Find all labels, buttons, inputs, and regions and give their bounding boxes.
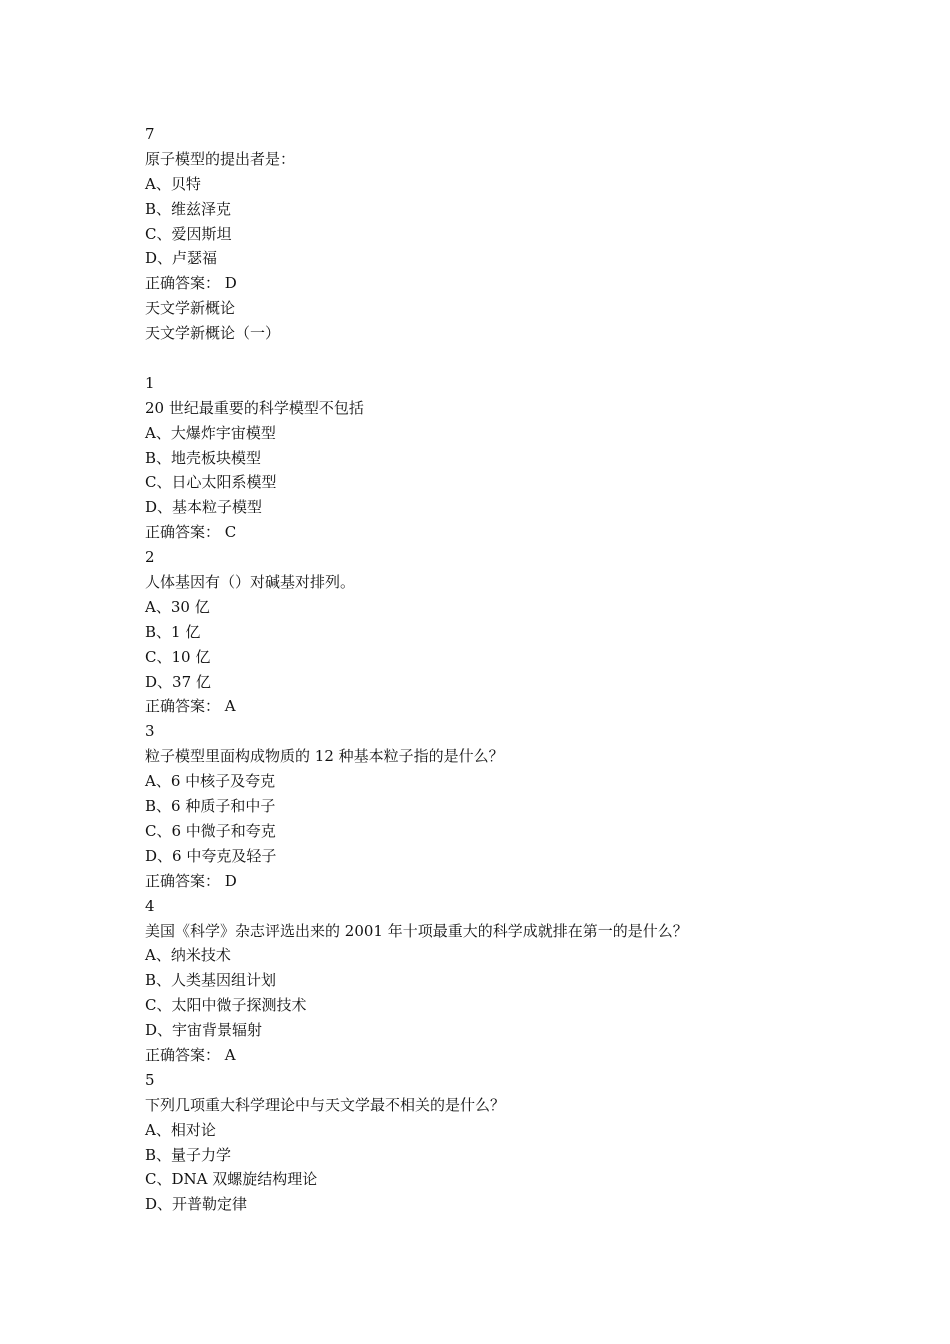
option-d: D、卢瑟福 bbox=[145, 249, 218, 268]
option-a: A、6 中核子及夸克 bbox=[145, 772, 276, 791]
option-b: B、量子力学 bbox=[145, 1145, 232, 1164]
correct-answer: 正确答案： A bbox=[145, 1045, 236, 1064]
option-c: C、DNA 双螺旋结构理论 bbox=[145, 1170, 318, 1189]
document-page bbox=[145, 122, 845, 1217]
option-d: D、6 中夸克及轻子 bbox=[145, 846, 277, 865]
option-d: D、基本粒子模型 bbox=[145, 498, 263, 517]
question-text: 下列几项重大科学理论中与天文学最不相关的是什么？ bbox=[145, 1095, 506, 1114]
question-text: 美国《科学》杂志评选出来的 2001 年十项最重大的科学成就排在第一的是什么？ bbox=[145, 921, 688, 940]
correct-answer: 正确答案： A bbox=[145, 697, 236, 716]
option-a: A、贝特 bbox=[145, 174, 201, 193]
chapter-title: 天文学新概论（一） bbox=[145, 324, 281, 343]
option-b: B、6 种质子和中子 bbox=[145, 797, 276, 816]
option-a: A、纳米技术 bbox=[145, 946, 231, 965]
question-number: 5 bbox=[145, 1070, 155, 1089]
option-b: B、人类基因组计划 bbox=[145, 971, 277, 990]
question-text: 粒子模型里面构成物质的 12 种基本粒子指的是什么？ bbox=[145, 747, 504, 766]
option-d: D、开普勒定律 bbox=[145, 1195, 248, 1214]
option-a: A、30 亿 bbox=[145, 597, 210, 616]
question-text: 原子模型的提出者是： bbox=[145, 149, 296, 168]
option-b: B、地壳板块模型 bbox=[145, 448, 262, 467]
option-c: C、10 亿 bbox=[145, 647, 211, 666]
option-c: C、日心太阳系模型 bbox=[145, 473, 277, 492]
correct-answer: 正确答案： D bbox=[145, 871, 237, 890]
question-number: 4 bbox=[145, 896, 155, 915]
option-d: D、宇宙背景辐射 bbox=[145, 1021, 263, 1040]
question-text: 人体基因有（）对碱基对排列。 bbox=[145, 573, 356, 592]
option-b: B、1 亿 bbox=[145, 622, 201, 641]
question-number: 1 bbox=[145, 373, 155, 392]
question-number: 3 bbox=[145, 722, 155, 741]
option-c: C、6 中微子和夸克 bbox=[145, 821, 276, 840]
question-text: 20 世纪最重要的科学模型不包括 bbox=[145, 398, 364, 417]
correct-answer: 正确答案： C bbox=[145, 523, 237, 542]
option-a: A、相对论 bbox=[145, 1120, 216, 1139]
blank-line bbox=[145, 346, 845, 371]
option-b: B、维兹泽克 bbox=[145, 199, 232, 218]
option-a: A、大爆炸宇宙模型 bbox=[145, 423, 276, 442]
question-number: 7 bbox=[145, 125, 155, 143]
correct-answer: 正确答案： D bbox=[145, 274, 237, 293]
course-title: 天文学新概论 bbox=[145, 299, 236, 318]
option-d: D、37 亿 bbox=[145, 672, 211, 691]
option-c: C、太阳中微子探测技术 bbox=[145, 996, 307, 1015]
question-number: 2 bbox=[145, 548, 155, 567]
option-c: C、爱因斯坦 bbox=[145, 224, 232, 243]
